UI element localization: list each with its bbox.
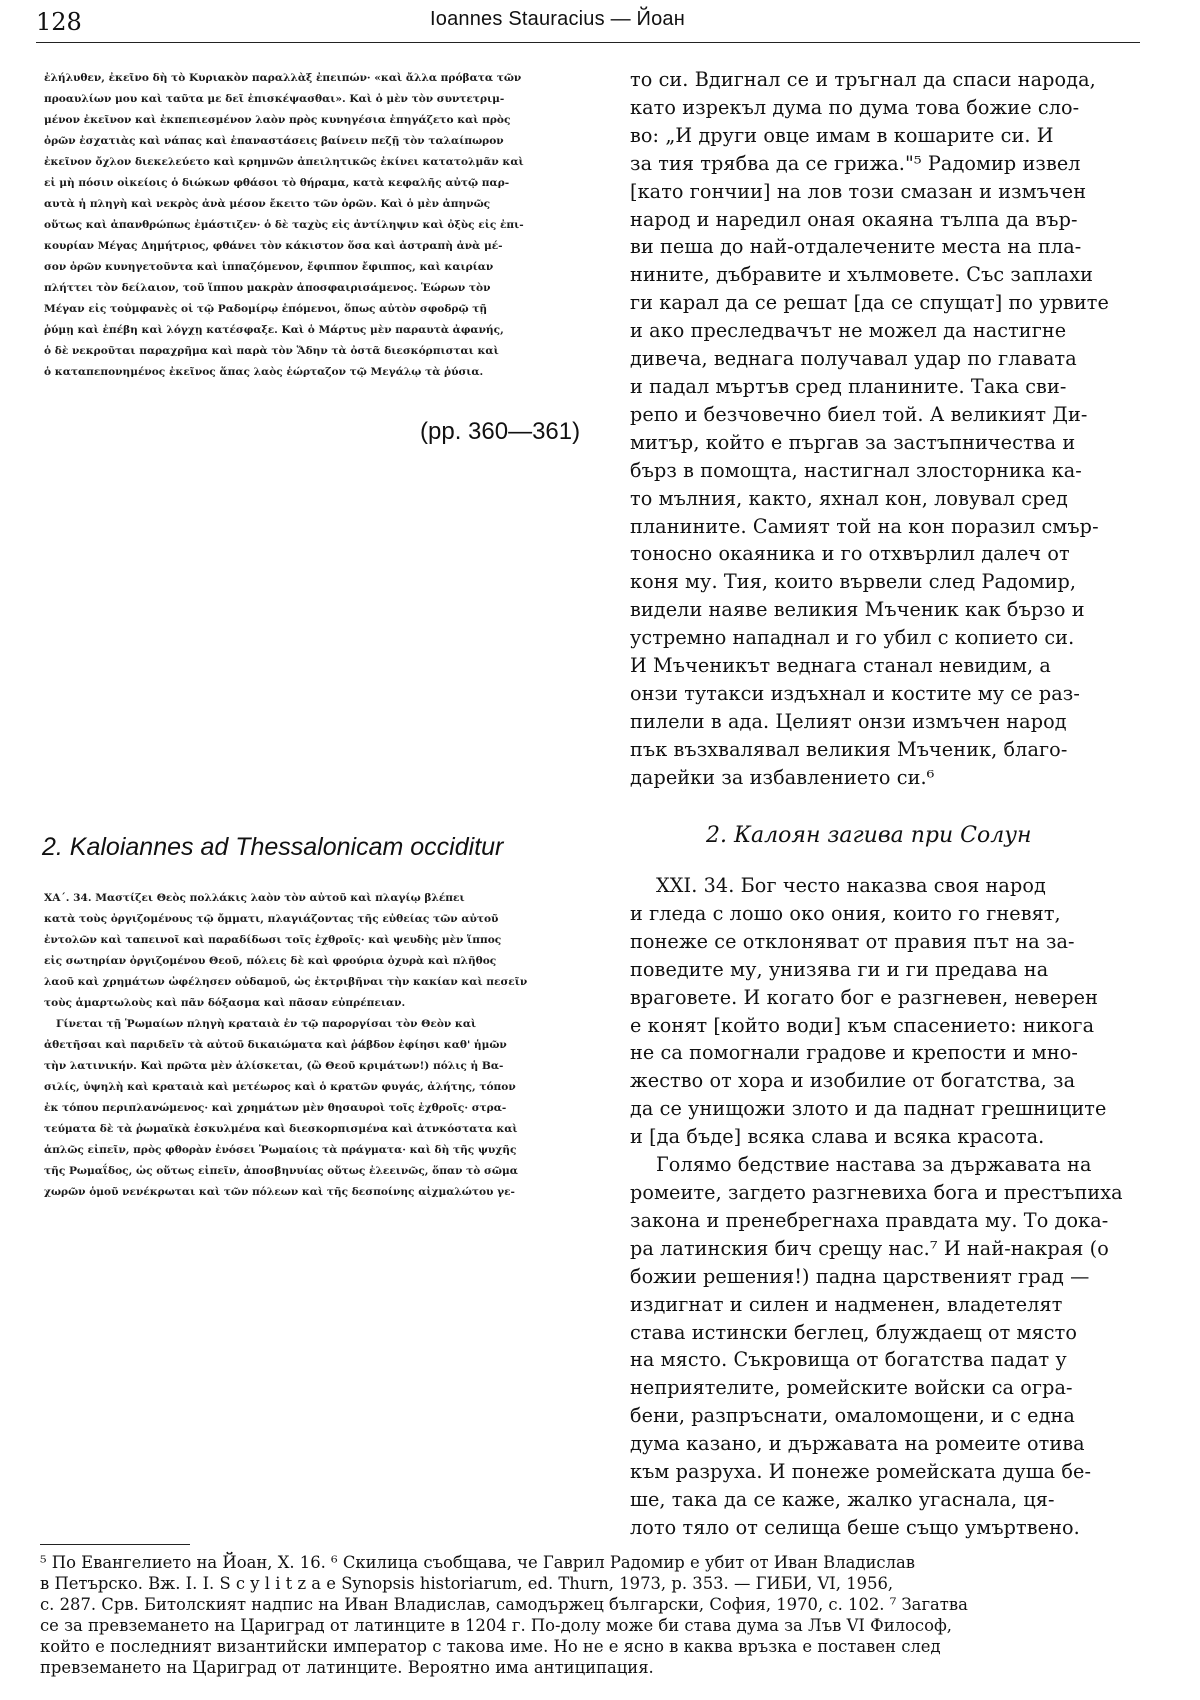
greek-line: τοὺς ἁμαρτωλοὺς καὶ πᾶν δόξασμα καὶ πᾶσαν εὐπρέπειαν. [44,997,406,1009]
greek-line: τεύματα δὲ τὰ ῥωμαϊκὰ ἐσκυλμένα καὶ διεσκορπισμένα καὶ ἀτνκόστατα καὶ [44,1123,518,1135]
greek-line: προαυλίων μου καὶ ταῦτα με δεῖ ἐπισκέψασθαι». Καὶ ὁ μὲν τὸν συντετριμ- [44,93,505,105]
bulgarian-line: към разруха. И понеже ромейската душа бе- [630,1460,1092,1484]
greek-text-block-1 [44,68,564,383]
bulgarian-line: става истински беглец, блуждаещ от място [630,1320,1077,1344]
greek-line: ὁ καταπεπονημένος ἐκεῖνος ἅπας λαὸς ἑώρταζον τῷ Μεγάλῳ τὰ ῥύσια. [44,366,484,378]
bulgarian-line: И Мъченикът веднага станал невидим, а [630,654,1051,678]
footnotes [40,1552,1175,1678]
greek-line: ῥύμῃ καὶ ἐπέβη καὶ λόγχῃ κατέσφαξε. Καὶ ὁ Μάρτυς μὲν παραυτὰ ἀφανής, [44,324,504,336]
greek-line: Γίνεται τῇ Ῥωμαίων πληγὴ κραταιὰ ἐν τῷ παροργίσαι τὸν Θεὸν καὶ [56,1018,477,1030]
greek-line: εἰ μὴ πόσιν οἰκείοις ὁ διώκων φθάσοι τὸ θήραμα, κατὰ κεφαλῆς αὐτῷ παρ- [44,177,510,189]
bulgarian-line: дума казано, и държавата на ромеите отива [630,1432,1085,1456]
bulgarian-line: ра латинския бич срещу нас.⁷ И най-накрая (о [630,1236,1109,1260]
bulgarian-line: и падал мъртъв сред планините. Така сви- [630,374,1067,398]
section-title-bulgarian: 2. Калоян загива при Солун [706,823,1032,848]
bulgarian-line: XXI. 34. Бог често наказва своя народ [656,874,1046,897]
bulgarian-line: бени, разпръснати, омаломощени, и с една [630,1404,1075,1428]
bulgarian-line: не са помогнали градове и крепости и мно- [630,1041,1078,1065]
bulgarian-line: за тия трябва да се грижа."⁵ Радомир извел [630,151,1081,175]
greek-line: εἰς σωτηρίαν ὀργιζομένου Θεοῦ, πόλεις δὲ καὶ φρούρια ὀχυρὰ καὶ πλῆθος [44,955,497,967]
bulgarian-line: жество от хора и изобилие от богатства, за [630,1069,1076,1093]
bulgarian-line: да се унищожи злото и да паднат грешниците [630,1097,1107,1121]
greek-line: ἐκ τόπου περιπλανώμενος· καὶ χρημάτων μὲν θησαυροὶ τοῖς ἐχθροῖς· στρα- [44,1102,507,1114]
bulgarian-line: устремно нападнал и го убил с копието си. [630,626,1075,650]
bulgarian-line: онзи тутакси издъхнал и костите му се раз- [630,681,1080,705]
bulgarian-line: видели наяве великия Мъченик как бързо и [630,598,1085,622]
bulgarian-line: като изрекъл дума по дума това божие сло- [630,95,1080,119]
greek-line: λαοῦ καὶ χρημάτων ὠφέλησεν οὐδαμοῦ, ὡς ἐκτριβῆναι τὴν κακίαν καὶ πεσεῖν [44,976,528,988]
bulgarian-line: митър, който е пъргав за застъпничества и [630,430,1076,454]
bulgarian-line: понеже се отклоняват от правия път на за- [630,929,1075,953]
bulgarian-line: бърз в помощта, настигнал злосторника ка- [630,458,1082,482]
page-reference: (pp. 360—361) [420,418,581,445]
greek-line: ἁπλῶς εἰπεῖν, πρὸς φθορὰν ἐνόσει Ῥωμαίοις τὰ πράγματα· καὶ δὴ τῆς ψυχῆς [44,1144,517,1156]
bulgarian-line: планините. Самият той на кон поразил смър- [630,514,1099,538]
bulgarian-line: Голямо бедствие настава за държавата на [656,1153,1092,1177]
footnote-line: който е последният византийски император с такова име. Но не е ясно в каква връзка е поставен след [40,1637,941,1656]
greek-line: οὕτως καὶ ἀπανθρώπως ἐμάστιζεν· ὁ δὲ ταχὺς εἰς ἀντίληψιν καὶ ὀξὺς εἰς ἐπι- [44,219,524,231]
bulgarian-line: поведите му, унизява ги и ги предава на [630,957,1049,981]
running-head: Ioannes Stauracius — Йоан [430,8,685,30]
greek-line: μένον ἐκεῖνον καὶ ἐκπεπιεσμένον λαὸν πρὸς κυνηγέσια ἐπηγάζετο καὶ πρὸς [44,114,511,126]
bulgarian-line: ви пеша до най-отдалечените места на пла- [630,235,1082,259]
bulgarian-text-block-2 [630,872,1162,1542]
footnote-line: с. 287. Срв. Битолският надпис на Иван Владислав, самодържец български, София, 1970, с. 102. ⁷ Загатва [40,1595,968,1614]
bulgarian-line: божии решения!) падна царственият град — [630,1264,1090,1288]
greek-line: πλήττει τὸν δείλαιον, τοῦ ἵππου μακρὰν ἀποσφαιρισάμενος. Ἑώρων τὸν [44,282,491,294]
greek-line: κουρίαν Μέγας Δημήτριος, φθάνει τὸν κάκιστον ὅσα καὶ ἀστραπὴ ἀνὰ μέ- [44,240,503,252]
greek-line: ἐκεῖνον ὄχλον διεκελεύετο καὶ κρημνῶν ἀπειλητικῶς ἐκίνει κατατολμᾶν καὶ [44,156,524,168]
greek-line: ΧΑ´. 34. Μαστίζει Θεὸς πολλάκις λαὸν τὸν αὐτοῦ καὶ πλαγίῳ βλέπει [44,892,465,904]
bulgarian-line: народ и наредил оная окаяна тълпа да вър- [630,207,1078,231]
bulgarian-line: неприятелите, ромейските войски са огра- [630,1376,1073,1400]
bulgarian-line: то си. Вдигнал се и тръгнал да спаси народа, [630,68,1096,91]
greek-line: ὀρῶν ἐσχατιὰς καὶ νάπας καὶ ἐπαναστάσεις βαίνειν πεζῇ τὸν ταλαίπωρον [44,135,504,147]
greek-line: τὴν λατινικήν. Καὶ πρῶτα μὲν ἁλίσκεται, (ὢ Θεοῦ κριμάτων!) πόλις ἡ Βα- [44,1060,504,1072]
page-number: 128 [36,8,82,36]
bulgarian-line: на място. Съкровища от богатства падат у [630,1348,1067,1372]
greek-line: ἀθετῆσαι καὶ παριδεῖν τὰ αὐτοῦ δικαιώματα καὶ ῥάβδον ἐφίησι καθ' ἡμῶν [44,1039,507,1051]
bulgarian-line: дивеча, веднага получавал удар по главата [630,347,1077,371]
greek-line: σιλίς, ὑψηλὴ καὶ κραταιὰ καὶ μετέωρος καὶ ὁ κρατῶν φυγάς, ἀλήτης, τόπον [44,1081,516,1093]
greek-text-block-2 [44,888,564,1203]
greek-line: χωρῶν ὁμοῦ νενέκρωται καὶ τῶν πόλεων καὶ τῆς δεσποίνης αἰχμαλώτου γε- [44,1186,515,1198]
bulgarian-text-block-1 [630,66,1162,792]
bulgarian-line: е конят [който води] към спасението: никога [630,1013,1095,1037]
greek-line: αυτὰ ἡ πληγὴ καὶ νεκρὸς ἀνὰ μέσον ἔκειτο τῶν ὀρῶν. Καὶ ὁ μὲν ἀπηνῶς [44,198,491,210]
bulgarian-line: и гледа с лошо око ония, които го гневят, [630,901,1061,925]
bulgarian-line: пък възхвалявал великия Мъченик, благо- [630,737,1068,761]
bulgarian-line: враговете. И когато бог е разгневен, неверен [630,985,1098,1009]
greek-line: σον ὀρῶν κυνηγετοῦντα καὶ ἱππαζόμενον, ἔφιππον ἔφιππος, καὶ καιρίαν [44,261,494,273]
footnote-line: в Петърско. Вж. I. I. S c y l i t z a e Synopsis historiarum, ed. Thurn, 1973, p. 353. — ГИБИ, VI, 1956, [40,1574,894,1593]
footnote-line: ⁵ По Евангелието на Йоан, Х. 16. ⁶ Скилица съобщава, че Гаврил Радомир е убит от Иван Владислав [40,1553,915,1572]
greek-line: κατὰ τοὺς ὀργιζομένους τῷ ὄμματι, πλαγιάζοντας τῆς εὐθείας τῶν αὐτοῦ [44,913,499,925]
bulgarian-line: коня му. Тия, които вървели след Радомир, [630,570,1077,594]
greek-line: ἐλήλυθεν, ἐκεῖνο δὴ τὸ Κυριακὸν παραλλὰξ ἐπειπών· «καὶ ἄλλα πρόβατα τῶν [44,72,522,84]
page-header [36,8,1140,43]
bulgarian-line: издигнат и силен и надменен, владетелят [630,1292,1063,1316]
bulgarian-line: лото тяло от селища беше също умъртвено. [630,1515,1080,1539]
bulgarian-line: ромеите, загдето разгневиха бога и престъпиха [630,1180,1123,1204]
bulgarian-line: то мълния, както, яхнал кон, ловувал сред [630,486,1068,510]
greek-line: τῆς Ρωμαΐδος, ὡς οὕτως εἰπεῖν, ἀποσβηνυίας οὕτως ἐλεεινῶς, ὅπαν τὸ σῶμα [44,1165,518,1177]
bulgarian-line: закона и пренебрегнаха правдата му. То дока- [630,1208,1109,1232]
footnote-line: се за превземането на Цариград от латинците в 1204 г. По-долу може би става дума за Лъв VI Философ, [40,1616,953,1635]
section-title-latin: 2. Kaloiannes ad Thessalonicam occiditur [42,833,504,861]
footnote-divider [40,1544,190,1545]
bulgarian-line: дарейки за избавлението си.⁶ [630,765,935,789]
bulgarian-line: во: „И други овце имам в кошарите си. И [630,123,1054,147]
greek-line: Μέγαν εἰς τοὐμφανὲς οἱ τῷ Ραδομίρῳ ἑπόμενοι, ὅπως αὐτὸν σφοδρῷ τῇ [44,303,488,315]
bulgarian-line: ше, така да се каже, жалко угаснала, ця- [630,1487,1055,1511]
bulgarian-line: и ако преследвачът не можел да настигне [630,319,1067,343]
bulgarian-line: нините, дъбравите и хълмовете. Със заплахи [630,263,1094,287]
bulgarian-line: тоносно окаяника и го отхвърлил далеч от [630,542,1070,566]
greek-line: ἐντολῶν καὶ ταπεινοῖ καὶ παραδίδωσι τοῖς ἐχθροῖς· καὶ ψευδὴς μὲν ἵππος [44,934,502,946]
greek-line: ὁ δὲ νεκροῦται παραχρῆμα καὶ παρὰ τὸν Ἅδην τὰ ὀστᾶ διεσκόρπισται καὶ [44,345,499,357]
bulgarian-line: ги карал да се решат [да се спущат] по урвите [630,291,1109,315]
footnote-line: превземането на Цариград от латинците. Вероятно има антиципация. [40,1658,654,1677]
bulgarian-line: и [да бъде] всяка слава и всяка красота. [630,1125,1045,1149]
bulgarian-line: [като гончии] на лов този смазан и измъчен [630,179,1087,203]
bulgarian-line: пилели в ада. Целият онзи измъчен народ [630,709,1067,733]
bulgarian-line: репо и безчовечно биел той. А великият Ди- [630,402,1088,426]
